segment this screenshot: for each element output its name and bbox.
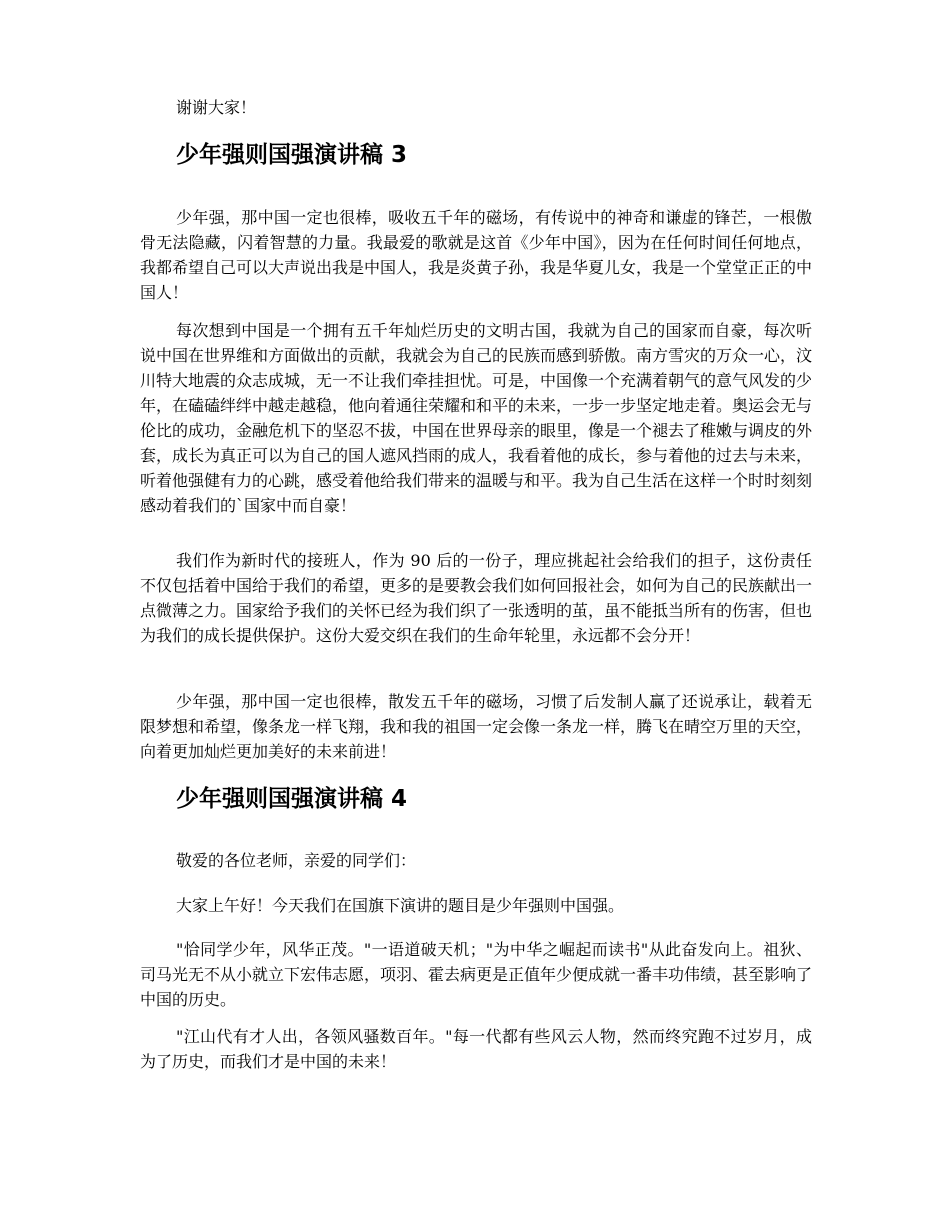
section-4-salutation: 敬爱的各位老师，亲爱的同学们： [176, 851, 417, 870]
section-4-paragraph: 大家上午好！今天我们在国旗下演讲的题目是少年强则中国强。 [176, 896, 625, 915]
section-3-title: 少年强则国强演讲稿 3 [176, 142, 408, 168]
closing-remark: 谢谢大家！ [176, 98, 257, 117]
section-4-paragraph: "恰同学少年，风华正茂。"一语道破天机；"为中华之崛起而读书"从此奋发向上。祖狄、司马光无不从小就立下宏伟志愿，项羽、霍去病更是正值年少便成就一番丰功伟绩，甚至影响了中国的历史。 [140, 940, 813, 1009]
section-3-paragraph: 少年强，那中国一定也很棒，吸收五千年的磁场，有传说中的神奇和谦虚的锋芒，一根傲骨无法隐藏，闪着智慧的力量。我最爱的歌就是这首《少年中国》，因为在任何时间任何地点，我都希望自己可以大声说出我是中国人，我是炎黄子孙，我是华夏儿女，我是一个堂堂正正的中国人！ [140, 208, 813, 302]
section-3-paragraph: 我们作为新时代的接班人，作为 90 后的一份子，理应挑起社会给我们的担子，这份责任不仅包括着中国给于我们的希望，更多的是要教会我们如何回报社会，如何为自己的民族献出一点微薄之力。国家给予我们的关怀已经为我们织了一张透明的茧，虽不能抵当所有的伤害，但也为我们的成长提供保护。这份大爱交织在我们的生命年轮里，永远都不会分开！ [140, 551, 813, 645]
section-4-title: 少年强则国强演讲稿 4 [176, 786, 408, 812]
section-4-paragraph: "江山代有才人出，各领风骚数百年。"每一代都有些风云人物，然而终究跑不过岁月，成为了历史，而我们才是中国的未来！ [140, 1027, 812, 1071]
section-3-paragraph: 少年强，那中国一定也很棒，散发五千年的磁场，习惯了后发制人赢了还说承让，载着无限梦想和希望，像条龙一样飞翔，我和我的祖国一定会像一条龙一样，腾飞在晴空万里的天空，向着更加灿烂更加美好的未来前进！ [140, 692, 813, 761]
section-3-paragraph: 每次想到中国是一个拥有五千年灿烂历史的文明古国，我就为自己的国家而自豪，每次听说中国在世界维和方面做出的贡献，我就会为自己的民族而感到骄傲。南方雪灾的万众一心，汶川特大地震的众志成城，无一不让我们牵挂担忧。可是，中国像一个充满着朝气的意气风发的少年，在磕磕绊绊中越走越稳，他向着通往荣耀和和平的未来，一步一步坚定地走着。奥运会无与伦比的成功，金融危机下的坚忍不拔，中国在世界母亲的眼里，像是一个褪去了稚嫩与调皮的外套，成长为真正可以为自己的国人遮风挡雨的成人，我看着他的成长，参与着他的过去与未来，听着他强健有力的心跳，感受着他给我们带来的温暖与和平。我为自己生活在这样一个时时刻刻感动着我们的`国家中而自豪！ [140, 321, 813, 515]
